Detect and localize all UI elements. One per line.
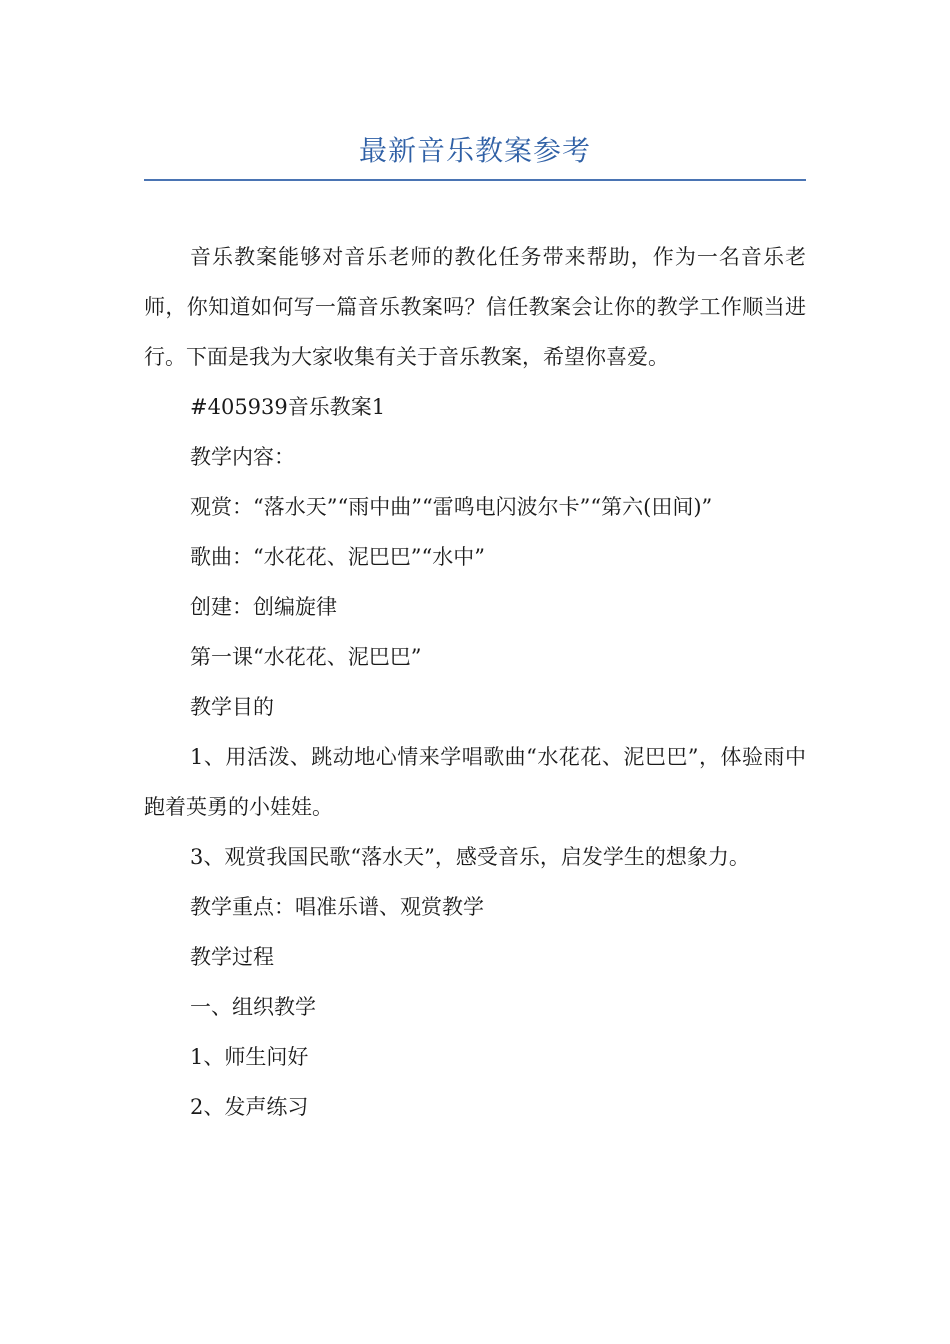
paragraph: 教学目的 xyxy=(190,695,274,719)
paragraph: 第一课“水花花、泥巴巴” xyxy=(190,645,422,669)
paragraph: 创建：创编旋律 xyxy=(190,595,337,619)
paragraph: 3、观赏我国民歌“落水天”，感受音乐，启发学生的想象力。 xyxy=(190,845,750,869)
paragraph: 观赏：“落水天”“雨中曲”“雷鸣电闪波尔卡”“第六(田间)” xyxy=(190,495,713,519)
title-divider xyxy=(144,179,806,181)
paragraph: 教学过程 xyxy=(190,945,274,969)
paragraph: 歌曲：“水花花、泥巴巴”“水中” xyxy=(190,545,485,569)
paragraph: 教学内容： xyxy=(190,445,295,469)
paragraph: 教学重点：唱准乐谱、观赏教学 xyxy=(190,895,484,919)
paragraph: 1、用活泼、跳动地心情来学唱歌曲“水花花、泥巴巴”，体验雨中跑着英勇的小娃娃。 xyxy=(144,745,806,819)
lesson-heading: #405939音乐教案1 xyxy=(190,395,386,419)
paragraph: 1、师生问好 xyxy=(190,1045,309,1069)
paragraph: 2、发声练习 xyxy=(190,1095,309,1119)
document-title: 最新音乐教案参考 xyxy=(358,134,591,167)
paragraph: 一、组织教学 xyxy=(190,995,316,1019)
intro-paragraph: 音乐教案能够对音乐老师的教化任务带来帮助，作为一名音乐老师，你知道如何写一篇音乐教案吗？信任教案会让你的教学工作顺当进行。下面是我为大家收集有关于音乐教案，希望你喜爱。 xyxy=(144,245,806,369)
document-body xyxy=(144,232,806,1132)
